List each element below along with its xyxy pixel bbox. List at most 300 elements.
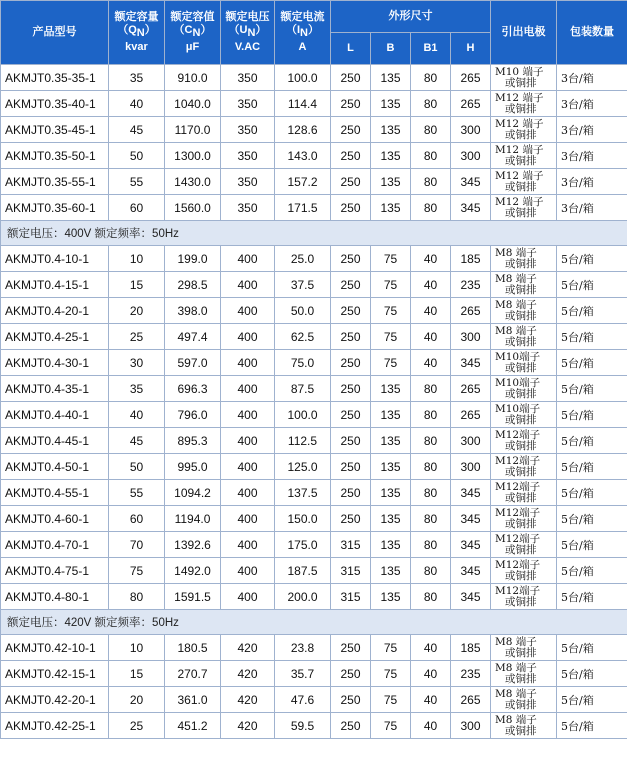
cell-dim-h: 235 xyxy=(451,661,491,687)
cell-model: AKMJT0.35-45-1 xyxy=(1,117,109,143)
terminal-line-1: M8 端子 xyxy=(495,272,537,285)
cell-dim-b1: 80 xyxy=(411,169,451,195)
cell-model: AKMJT0.35-55-1 xyxy=(1,169,109,195)
terminal-line-1: M8 端子 xyxy=(495,713,537,726)
cell-current: 50.0 xyxy=(275,298,331,324)
cell-dim-h: 265 xyxy=(451,298,491,324)
cell-voltage: 400 xyxy=(221,350,275,376)
cell-capacitance: 1591.5 xyxy=(165,584,221,610)
cell-package: 5台/箱 xyxy=(557,713,627,739)
cell-capacitance: 1492.0 xyxy=(165,558,221,584)
cell-terminal xyxy=(491,635,557,661)
cell-current: 150.0 xyxy=(275,506,331,532)
cell-dim-h: 300 xyxy=(451,143,491,169)
cell-terminal xyxy=(491,350,557,376)
cell-capacitance: 1040.0 xyxy=(165,91,221,117)
cell-capacity: 20 xyxy=(109,687,165,713)
cell-voltage: 400 xyxy=(221,376,275,402)
table-row xyxy=(1,687,627,713)
cell-voltage: 400 xyxy=(221,272,275,298)
section-label: 额定电压：400V 额定频率：50Hz xyxy=(1,221,627,246)
terminal-line-2: 或铜排 xyxy=(505,595,537,608)
cell-current: 75.0 xyxy=(275,350,331,376)
cell-dim-l: 250 xyxy=(331,635,371,661)
cell-dim-h: 300 xyxy=(451,117,491,143)
cell-capacitance: 199.0 xyxy=(165,246,221,272)
cell-package: 5台/箱 xyxy=(557,532,627,558)
terminal-line-1: M12 端子 xyxy=(495,195,544,208)
cell-current: 35.7 xyxy=(275,661,331,687)
cell-current: 187.5 xyxy=(275,558,331,584)
cell-current: 137.5 xyxy=(275,480,331,506)
table-row xyxy=(1,454,627,480)
terminal-line-1: M10端子 xyxy=(495,350,541,363)
table-row xyxy=(1,117,627,143)
table-row xyxy=(1,661,627,687)
cell-terminal xyxy=(491,195,557,221)
cell-dim-b1: 40 xyxy=(411,687,451,713)
terminal-line-1: M10 端子 xyxy=(495,65,544,78)
cell-model: AKMJT0.42-20-1 xyxy=(1,687,109,713)
terminal-line-2: 或铜排 xyxy=(505,361,537,374)
header-package: 包装数量 xyxy=(557,1,627,65)
cell-capacitance: 1392.6 xyxy=(165,532,221,558)
cell-voltage: 350 xyxy=(221,117,275,143)
terminal-line-2: 或铜排 xyxy=(505,698,537,711)
cell-capacity: 45 xyxy=(109,117,165,143)
cell-current: 62.5 xyxy=(275,324,331,350)
cell-dim-h: 265 xyxy=(451,402,491,428)
cell-voltage: 400 xyxy=(221,298,275,324)
cell-package: 5台/箱 xyxy=(557,350,627,376)
cell-dim-b1: 80 xyxy=(411,117,451,143)
cell-dim-b: 135 xyxy=(371,376,411,402)
table-header xyxy=(1,1,627,65)
cell-current: 200.0 xyxy=(275,584,331,610)
cell-current: 114.4 xyxy=(275,91,331,117)
cell-capacity: 35 xyxy=(109,376,165,402)
cell-model: AKMJT0.4-25-1 xyxy=(1,324,109,350)
cell-capacity: 45 xyxy=(109,428,165,454)
header-dim-h: H xyxy=(451,33,491,65)
table-row xyxy=(1,376,627,402)
cell-dim-b1: 40 xyxy=(411,298,451,324)
header-current-unit: A xyxy=(298,40,307,53)
cell-dim-l: 250 xyxy=(331,169,371,195)
cell-package: 5台/箱 xyxy=(557,661,627,687)
table-row xyxy=(1,298,627,324)
terminal-line-1: M10端子 xyxy=(495,376,541,389)
table-row xyxy=(1,402,627,428)
cell-dim-l: 250 xyxy=(331,713,371,739)
cell-capacitance: 398.0 xyxy=(165,298,221,324)
cell-dim-b: 75 xyxy=(371,713,411,739)
cell-terminal xyxy=(491,506,557,532)
cell-dim-b: 135 xyxy=(371,480,411,506)
header-capacity-symbol: $(Q_N)$ xyxy=(117,24,156,40)
table-row xyxy=(1,324,627,350)
cell-model: AKMJT0.4-55-1 xyxy=(1,480,109,506)
cell-terminal xyxy=(491,480,557,506)
cell-current: 175.0 xyxy=(275,532,331,558)
cell-package: 5台/箱 xyxy=(557,376,627,402)
cell-model: AKMJT0.4-75-1 xyxy=(1,558,109,584)
cell-capacity: 50 xyxy=(109,454,165,480)
cell-model: AKMJT0.4-70-1 xyxy=(1,532,109,558)
terminal-line-2: 或铜排 xyxy=(505,517,537,530)
cell-dim-b1: 40 xyxy=(411,661,451,687)
cell-dim-h: 345 xyxy=(451,350,491,376)
terminal-line-1: M12端子 xyxy=(495,506,541,519)
table-row xyxy=(1,480,627,506)
cell-dim-l: 250 xyxy=(331,91,371,117)
cell-capacity: 50 xyxy=(109,143,165,169)
cell-dim-l: 315 xyxy=(331,584,371,610)
table-row xyxy=(1,143,627,169)
cell-voltage: 400 xyxy=(221,324,275,350)
cell-model: AKMJT0.35-35-1 xyxy=(1,65,109,91)
cell-model: AKMJT0.4-15-1 xyxy=(1,272,109,298)
cell-dim-l: 250 xyxy=(331,324,371,350)
cell-dim-b: 135 xyxy=(371,558,411,584)
cell-terminal xyxy=(491,324,557,350)
cell-model: AKMJT0.4-40-1 xyxy=(1,402,109,428)
cell-dim-h: 185 xyxy=(451,246,491,272)
cell-capacity: 10 xyxy=(109,635,165,661)
cell-current: 128.6 xyxy=(275,117,331,143)
cell-package: 5台/箱 xyxy=(557,687,627,713)
cell-capacity: 40 xyxy=(109,402,165,428)
cell-capacitance: 180.5 xyxy=(165,635,221,661)
header-current-symbol: $(I_N)$ xyxy=(285,24,319,40)
cell-dim-b: 135 xyxy=(371,91,411,117)
terminal-line-2: 或铜排 xyxy=(505,413,537,426)
cell-terminal xyxy=(491,713,557,739)
cell-dim-l: 250 xyxy=(331,506,371,532)
cell-capacitance: 597.0 xyxy=(165,350,221,376)
terminal-line-2: 或铜排 xyxy=(505,724,537,737)
cell-package: 3台/箱 xyxy=(557,195,627,221)
cell-dim-l: 250 xyxy=(331,454,371,480)
cell-capacitance: 361.0 xyxy=(165,687,221,713)
cell-voltage: 420 xyxy=(221,687,275,713)
section-label: 额定电压：420V 额定频率：50Hz xyxy=(1,610,627,635)
cell-dim-h: 300 xyxy=(451,713,491,739)
cell-dim-b: 75 xyxy=(371,324,411,350)
cell-voltage: 400 xyxy=(221,454,275,480)
cell-current: 59.5 xyxy=(275,713,331,739)
cell-dim-b: 75 xyxy=(371,635,411,661)
cell-dim-b: 135 xyxy=(371,117,411,143)
cell-capacity: 15 xyxy=(109,661,165,687)
terminal-line-2: 或铜排 xyxy=(505,672,537,685)
header-capacity-unit: kvar xyxy=(125,40,148,53)
terminal-line-2: 或铜排 xyxy=(505,154,537,167)
header-current xyxy=(275,1,331,65)
cell-capacity: 80 xyxy=(109,584,165,610)
cell-capacity: 60 xyxy=(109,195,165,221)
header-dim-l: L xyxy=(331,33,371,65)
terminal-line-1: M8 端子 xyxy=(495,635,537,648)
cell-capacity: 75 xyxy=(109,558,165,584)
terminal-line-1: M12端子 xyxy=(495,558,541,571)
cell-package: 5台/箱 xyxy=(557,558,627,584)
cell-package: 5台/箱 xyxy=(557,272,627,298)
cell-model: AKMJT0.42-25-1 xyxy=(1,713,109,739)
terminal-line-1: M12端子 xyxy=(495,532,541,545)
terminal-line-1: M8 端子 xyxy=(495,687,537,700)
table-row xyxy=(1,91,627,117)
cell-package: 5台/箱 xyxy=(557,635,627,661)
cell-dim-b1: 40 xyxy=(411,324,451,350)
cell-capacitance: 1094.2 xyxy=(165,480,221,506)
terminal-line-2: 或铜排 xyxy=(505,76,537,89)
cell-current: 87.5 xyxy=(275,376,331,402)
cell-dim-b: 135 xyxy=(371,143,411,169)
cell-terminal xyxy=(491,687,557,713)
cell-voltage: 400 xyxy=(221,558,275,584)
header-dimensions: 外形尺寸 xyxy=(331,1,491,33)
header-voltage-title: 额定电压 xyxy=(225,11,270,24)
terminal-line-1: M8 端子 xyxy=(495,246,537,259)
cell-dim-b: 135 xyxy=(371,65,411,91)
cell-capacity: 15 xyxy=(109,272,165,298)
table-row xyxy=(1,532,627,558)
cell-capacity: 25 xyxy=(109,324,165,350)
cell-package: 5台/箱 xyxy=(557,584,627,610)
cell-package: 5台/箱 xyxy=(557,506,627,532)
cell-voltage: 420 xyxy=(221,661,275,687)
terminal-line-2: 或铜排 xyxy=(505,543,537,556)
cell-model: AKMJT0.4-50-1 xyxy=(1,454,109,480)
cell-dim-b: 135 xyxy=(371,402,411,428)
cell-dim-l: 250 xyxy=(331,661,371,687)
cell-voltage: 420 xyxy=(221,713,275,739)
cell-dim-l: 250 xyxy=(331,687,371,713)
cell-dim-b: 75 xyxy=(371,298,411,324)
cell-voltage: 400 xyxy=(221,506,275,532)
cell-capacity: 60 xyxy=(109,506,165,532)
cell-dim-l: 315 xyxy=(331,532,371,558)
cell-capacity: 35 xyxy=(109,65,165,91)
header-dim-b1: B1 xyxy=(411,33,451,65)
cell-dim-h: 345 xyxy=(451,195,491,221)
cell-capacity: 30 xyxy=(109,350,165,376)
cell-capacity: 55 xyxy=(109,169,165,195)
cell-voltage: 400 xyxy=(221,584,275,610)
cell-voltage: 350 xyxy=(221,143,275,169)
cell-terminal xyxy=(491,246,557,272)
cell-current: 100.0 xyxy=(275,65,331,91)
terminal-line-1: M8 端子 xyxy=(495,324,537,337)
cell-dim-b: 75 xyxy=(371,687,411,713)
cell-dim-l: 250 xyxy=(331,402,371,428)
cell-model: AKMJT0.4-30-1 xyxy=(1,350,109,376)
cell-dim-b1: 40 xyxy=(411,272,451,298)
table-row xyxy=(1,272,627,298)
cell-dim-b1: 40 xyxy=(411,635,451,661)
cell-dim-b: 75 xyxy=(371,246,411,272)
cell-dim-l: 250 xyxy=(331,246,371,272)
cell-terminal xyxy=(491,91,557,117)
cell-dim-b1: 80 xyxy=(411,195,451,221)
terminal-line-2: 或铜排 xyxy=(505,102,537,115)
cell-dim-b1: 40 xyxy=(411,350,451,376)
cell-dim-h: 300 xyxy=(451,428,491,454)
cell-terminal xyxy=(491,169,557,195)
cell-dim-h: 345 xyxy=(451,532,491,558)
cell-terminal xyxy=(491,298,557,324)
cell-terminal xyxy=(491,272,557,298)
cell-capacity: 70 xyxy=(109,532,165,558)
cell-current: 100.0 xyxy=(275,402,331,428)
table-row xyxy=(1,635,627,661)
cell-current: 143.0 xyxy=(275,143,331,169)
cell-model: AKMJT0.4-80-1 xyxy=(1,584,109,610)
cell-capacitance: 1300.0 xyxy=(165,143,221,169)
cell-package: 5台/箱 xyxy=(557,298,627,324)
cell-dim-h: 345 xyxy=(451,584,491,610)
cell-dim-h: 300 xyxy=(451,454,491,480)
cell-voltage: 420 xyxy=(221,635,275,661)
cell-dim-l: 250 xyxy=(331,350,371,376)
cell-terminal xyxy=(491,584,557,610)
cell-dim-l: 250 xyxy=(331,195,371,221)
cell-dim-l: 250 xyxy=(331,376,371,402)
cell-dim-l: 250 xyxy=(331,428,371,454)
terminal-line-1: M12 端子 xyxy=(495,143,544,156)
cell-model: AKMJT0.4-35-1 xyxy=(1,376,109,402)
cell-dim-b1: 80 xyxy=(411,376,451,402)
cell-dim-b1: 40 xyxy=(411,713,451,739)
terminal-line-1: M12 端子 xyxy=(495,91,544,104)
cell-capacitance: 497.4 xyxy=(165,324,221,350)
cell-dim-h: 345 xyxy=(451,169,491,195)
cell-terminal xyxy=(491,402,557,428)
cell-current: 23.8 xyxy=(275,635,331,661)
cell-dim-h: 265 xyxy=(451,91,491,117)
section-row xyxy=(1,610,627,635)
cell-model: AKMJT0.42-15-1 xyxy=(1,661,109,687)
cell-voltage: 350 xyxy=(221,195,275,221)
cell-dim-l: 250 xyxy=(331,480,371,506)
cell-voltage: 400 xyxy=(221,428,275,454)
cell-capacity: 55 xyxy=(109,480,165,506)
terminal-line-2: 或铜排 xyxy=(505,309,537,322)
cell-dim-h: 345 xyxy=(451,506,491,532)
cell-terminal xyxy=(491,117,557,143)
table-row xyxy=(1,506,627,532)
cell-capacitance: 796.0 xyxy=(165,402,221,428)
cell-capacitance: 1194.0 xyxy=(165,506,221,532)
cell-voltage: 400 xyxy=(221,532,275,558)
terminal-line-2: 或铜排 xyxy=(505,387,537,400)
cell-model: AKMJT0.4-20-1 xyxy=(1,298,109,324)
cell-dim-b: 135 xyxy=(371,454,411,480)
cell-model: AKMJT0.4-45-1 xyxy=(1,428,109,454)
cell-package: 3台/箱 xyxy=(557,117,627,143)
cell-voltage: 350 xyxy=(221,169,275,195)
cell-terminal xyxy=(491,376,557,402)
cell-dim-b: 75 xyxy=(371,350,411,376)
cell-dim-h: 265 xyxy=(451,65,491,91)
cell-dim-b: 75 xyxy=(371,272,411,298)
table-row xyxy=(1,195,627,221)
cell-current: 171.5 xyxy=(275,195,331,221)
header-terminal: 引出电极 xyxy=(491,1,557,65)
cell-current: 37.5 xyxy=(275,272,331,298)
terminal-line-1: M8 端子 xyxy=(495,661,537,674)
header-model: 产品型号 xyxy=(1,1,109,65)
terminal-line-1: M12 端子 xyxy=(495,169,544,182)
cell-current: 157.2 xyxy=(275,169,331,195)
cell-capacitance: 298.5 xyxy=(165,272,221,298)
cell-package: 3台/箱 xyxy=(557,169,627,195)
cell-terminal xyxy=(491,661,557,687)
terminal-line-2: 或铜排 xyxy=(505,646,537,659)
cell-dim-l: 315 xyxy=(331,558,371,584)
cell-model: AKMJT0.42-10-1 xyxy=(1,635,109,661)
cell-dim-h: 265 xyxy=(451,687,491,713)
cell-dim-b1: 40 xyxy=(411,246,451,272)
cell-voltage: 350 xyxy=(221,91,275,117)
table-row xyxy=(1,169,627,195)
terminal-line-1: M12端子 xyxy=(495,584,541,597)
cell-terminal xyxy=(491,65,557,91)
cell-capacitance: 1560.0 xyxy=(165,195,221,221)
terminal-line-2: 或铜排 xyxy=(505,569,537,582)
cell-current: 125.0 xyxy=(275,454,331,480)
cell-capacitance: 995.0 xyxy=(165,454,221,480)
terminal-line-2: 或铜排 xyxy=(505,206,537,219)
cell-dim-l: 250 xyxy=(331,143,371,169)
cell-dim-b1: 80 xyxy=(411,91,451,117)
cell-voltage: 400 xyxy=(221,480,275,506)
header-capacitance-unit: μF xyxy=(185,40,200,53)
table-row xyxy=(1,65,627,91)
terminal-line-2: 或铜排 xyxy=(505,465,537,478)
cell-voltage: 350 xyxy=(221,65,275,91)
header-capacitance xyxy=(165,1,221,65)
table-row xyxy=(1,558,627,584)
table-row xyxy=(1,713,627,739)
terminal-line-2: 或铜排 xyxy=(505,491,537,504)
table-row xyxy=(1,428,627,454)
header-voltage-symbol: $(U_N)$ xyxy=(228,24,267,40)
cell-package: 5台/箱 xyxy=(557,402,627,428)
cell-dim-b: 135 xyxy=(371,428,411,454)
cell-model: AKMJT0.4-10-1 xyxy=(1,246,109,272)
cell-dim-h: 265 xyxy=(451,376,491,402)
cell-dim-b1: 80 xyxy=(411,480,451,506)
cell-capacitance: 451.2 xyxy=(165,713,221,739)
table-row xyxy=(1,246,627,272)
cell-model: AKMJT0.35-60-1 xyxy=(1,195,109,221)
cell-package: 3台/箱 xyxy=(557,65,627,91)
header-dim-b: B xyxy=(371,33,411,65)
cell-dim-h: 345 xyxy=(451,558,491,584)
cell-dim-h: 300 xyxy=(451,324,491,350)
cell-terminal xyxy=(491,143,557,169)
terminal-line-2: 或铜排 xyxy=(505,180,537,193)
cell-package: 3台/箱 xyxy=(557,143,627,169)
terminal-line-1: M12 端子 xyxy=(495,117,544,130)
cell-capacitance: 1170.0 xyxy=(165,117,221,143)
cell-model: AKMJT0.35-50-1 xyxy=(1,143,109,169)
cell-dim-b: 135 xyxy=(371,169,411,195)
cell-current: 112.5 xyxy=(275,428,331,454)
cell-dim-h: 185 xyxy=(451,635,491,661)
